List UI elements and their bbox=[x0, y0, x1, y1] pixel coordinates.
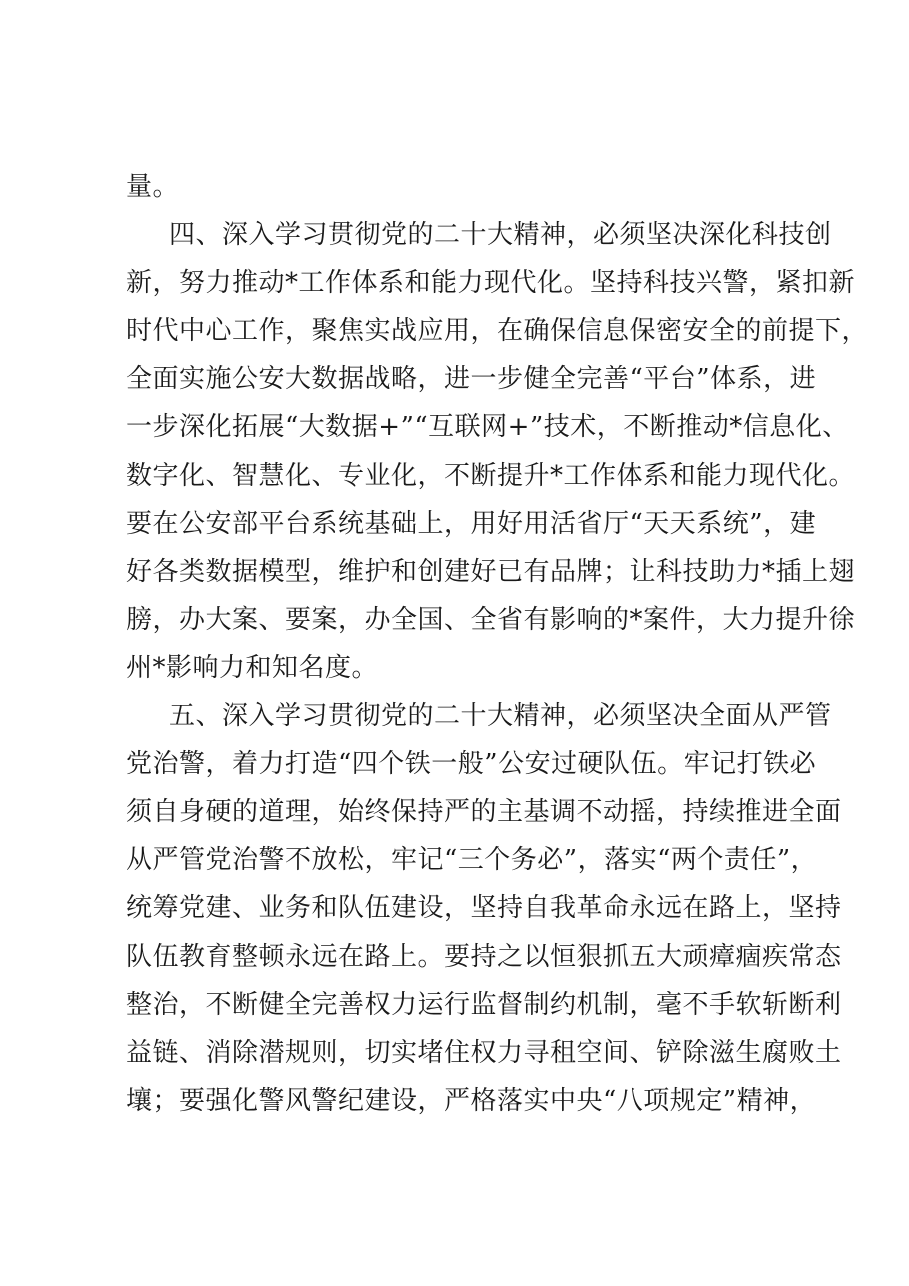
text-line: 新，努力推动*工作体系和能力现代化。坚持科技兴警，紧扣新 bbox=[126, 268, 856, 299]
text-line: 全面实施公安大数据战略，进一步健全完善“平台”体系，进 bbox=[126, 364, 817, 395]
text-line: 量。 bbox=[126, 172, 180, 202]
text-line: 一步深化拓展“大数据+”“互联网+”技术，不断推动*信息化、 bbox=[126, 412, 849, 443]
text-line: 要在公安部平台系统基础上，用好用活省厅“天天系统”，建 bbox=[126, 508, 817, 539]
text-line: 队伍教育整顿永远在路上。要持之以恒狠抓五大顽瘴痼疾常态 bbox=[126, 941, 842, 972]
text-line: 数字化、智慧化、专业化，不断提升*工作体系和能力现代化。 bbox=[126, 460, 856, 491]
text-line: 益链、消除潜规则，切实堵住权力寻租空间、铲除滋生腐败土 bbox=[126, 1037, 842, 1068]
text-line: 州*影响力和知名度。 bbox=[126, 652, 379, 683]
text-line: 整治，不断健全完善权力运行监督制约机制，毫不手软斩断利 bbox=[126, 989, 842, 1020]
text-line: 统筹党建、业务和队伍建设，坚持自我革命永远在路上，坚持 bbox=[126, 893, 842, 924]
document-body bbox=[126, 163, 869, 1125]
text-line: 膀，办大案、要案，办全国、全省有影响的*案件，大力提升徐 bbox=[126, 604, 856, 635]
text-line: 好各类数据模型，维护和创建好已有品牌；让科技助力*插上翅 bbox=[126, 556, 856, 587]
text-line: 五、深入学习贯彻党的二十大精神，必须坚决全面从严管 bbox=[169, 701, 832, 732]
text-line: 从严管党治警不放松，牢记“三个务必”，落实“两个责任”， bbox=[126, 845, 818, 876]
text-line: 壤；要强化警风警纪建设，严格落实中央“八项规定”精神， bbox=[126, 1085, 817, 1116]
text-line: 时代中心工作，聚焦实战应用，在确保信息保密安全的前提下， bbox=[126, 316, 869, 347]
text-line: 党治警，着力打造“四个铁一般”公安过硬队伍。牢记打铁必 bbox=[126, 749, 817, 780]
text-line: 四、深入学习贯彻党的二十大精神，必须坚决深化科技创 bbox=[169, 220, 832, 251]
text-line: 须自身硬的道理，始终保持严的主基调不动摇，持续推进全面 bbox=[126, 797, 842, 828]
